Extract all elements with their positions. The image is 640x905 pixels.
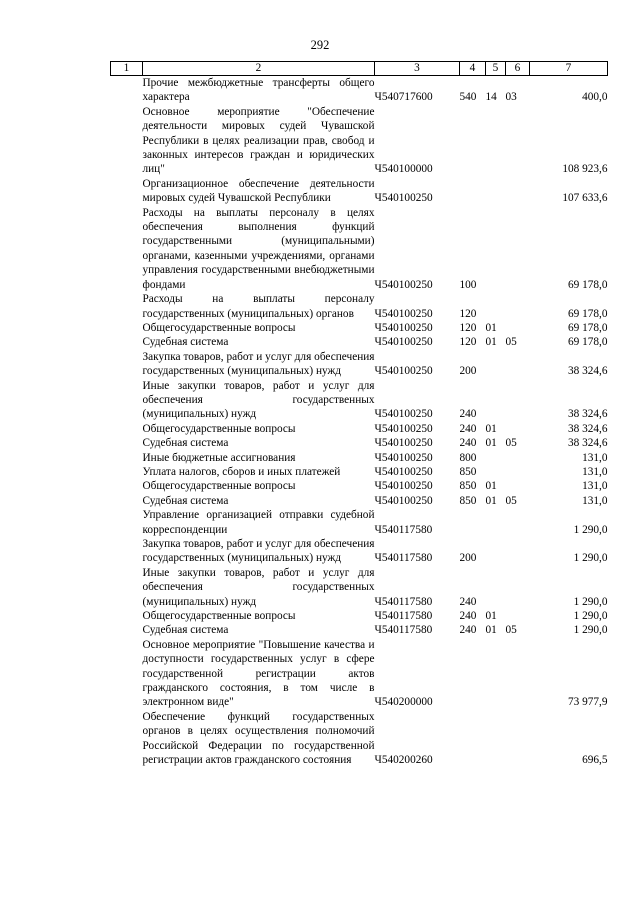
subsection-cell: 05 (505, 494, 517, 507)
section-cell (486, 206, 506, 292)
expense-type-cell: 540 (459, 91, 477, 104)
row-index-cell (111, 623, 143, 637)
item-name-cell: Закупка товаров, работ и услуг для обеспечения государственных (муниципальных) нужд (142, 350, 375, 378)
amount-cell: 1 290,0 (573, 552, 608, 565)
section-cell (486, 638, 506, 710)
target-code-cell: Ч540200260 (374, 754, 433, 767)
target-code-cell: Ч540100250 (374, 408, 433, 421)
row-index-cell (111, 508, 143, 537)
target-code-cell: Ч540100250 (374, 494, 433, 507)
expense-type-cell: 120 (459, 321, 477, 334)
expense-type-cell: 850 (459, 494, 477, 507)
section-cell (486, 105, 506, 177)
target-code-cell: Ч540100250 (374, 480, 433, 493)
section-cell (486, 292, 506, 321)
amount-cell: 400,0 (582, 91, 608, 104)
subsection-cell (506, 609, 530, 623)
page-number: 292 (310, 38, 330, 52)
expense-type-cell: 200 (459, 365, 477, 378)
section-cell: 01 (485, 437, 497, 450)
section-cell (486, 465, 506, 479)
row-index-cell (111, 335, 143, 349)
subsection-cell (506, 451, 530, 465)
item-name-cell: Общегосударственные вопросы (142, 422, 296, 435)
table-row (111, 436, 608, 450)
amount-cell: 1 290,0 (573, 624, 608, 637)
subsection-cell (506, 206, 530, 292)
row-index-cell (111, 350, 143, 379)
target-code-cell: Ч540100250 (374, 365, 433, 378)
subsection-cell (506, 422, 530, 436)
item-name-cell: Общегосударственные вопросы (142, 480, 296, 493)
expense-type-cell: 120 (459, 307, 477, 320)
expense-type-cell: 240 (459, 437, 477, 450)
header-col-4: 4 (460, 62, 486, 76)
header-col-1: 1 (111, 62, 143, 76)
expense-type-cell: 100 (459, 278, 477, 291)
row-index-cell (111, 177, 143, 206)
expense-type-cell: 240 (459, 408, 477, 421)
table-row (111, 76, 608, 105)
section-cell: 01 (485, 480, 497, 493)
item-name-cell: Судебная система (142, 336, 229, 349)
row-index-cell (111, 638, 143, 710)
item-name-cell: Общегосударственные вопросы (142, 610, 296, 623)
table-row (111, 710, 608, 768)
item-name-cell: Расходы на выплаты персоналу государственных (муниципальных) органов (142, 293, 375, 320)
amount-cell: 38 324,6 (567, 422, 608, 435)
table-row (111, 177, 608, 206)
header-col-5: 5 (486, 62, 506, 76)
expense-type-cell (460, 508, 486, 537)
target-code-cell: Ч540100250 (374, 321, 433, 334)
subsection-cell (506, 566, 530, 609)
header-col-3: 3 (375, 62, 460, 76)
section-cell (486, 537, 506, 566)
table-row (111, 451, 608, 465)
section-cell (486, 177, 506, 206)
target-code-cell: Ч540100250 (374, 307, 433, 320)
item-name-cell: Прочие межбюджетные трансферты общего характера (142, 77, 375, 104)
row-index-cell (111, 479, 143, 493)
amount-cell: 131,0 (582, 494, 608, 507)
row-index-cell (111, 609, 143, 623)
table-row (111, 623, 608, 637)
row-index-cell (111, 537, 143, 566)
table-body (111, 76, 608, 768)
table-row (111, 537, 608, 566)
amount-cell: 69 178,0 (567, 278, 608, 291)
target-code-cell: Ч540100250 (374, 192, 433, 205)
table-row (111, 638, 608, 710)
subsection-cell (506, 479, 530, 493)
table-row (111, 335, 608, 349)
row-index-cell (111, 76, 143, 105)
expense-type-cell: 240 (459, 610, 477, 623)
subsection-cell: 03 (505, 91, 517, 104)
table-header-row (111, 62, 608, 76)
row-index-cell (111, 710, 143, 768)
row-index-cell (111, 105, 143, 177)
item-name-cell: Уплата налогов, сборов и иных платежей (142, 465, 341, 478)
row-index-cell (111, 566, 143, 609)
table-row (111, 292, 608, 321)
amount-cell: 131,0 (582, 451, 608, 464)
expense-type-cell (460, 638, 486, 710)
table-row (111, 321, 608, 335)
target-code-cell: Ч540117580 (374, 595, 433, 608)
expense-type-cell: 240 (459, 422, 477, 435)
table-row (111, 566, 608, 609)
table-row (111, 422, 608, 436)
expense-type-cell: 850 (459, 480, 477, 493)
item-name-cell: Управление организацией отправки судебной корреспонденции (142, 509, 375, 536)
target-code-cell: Ч540117580 (374, 610, 433, 623)
row-index-cell (111, 451, 143, 465)
subsection-cell (506, 105, 530, 177)
amount-cell: 73 977,9 (567, 696, 608, 709)
section-cell (486, 379, 506, 422)
section-cell: 01 (485, 321, 497, 334)
row-index-cell (111, 206, 143, 292)
subsection-cell (506, 537, 530, 566)
target-code-cell: Ч540200000 (374, 696, 433, 709)
subsection-cell: 05 (505, 336, 517, 349)
row-index-cell (111, 379, 143, 422)
row-index-cell (111, 465, 143, 479)
expense-type-cell (460, 710, 486, 768)
section-cell: 01 (485, 336, 497, 349)
amount-cell: 69 178,0 (567, 336, 608, 349)
target-code-cell: Ч540100250 (374, 336, 433, 349)
target-code-cell: Ч540117580 (374, 624, 433, 637)
subsection-cell (506, 379, 530, 422)
expense-type-cell (460, 177, 486, 206)
section-cell (486, 508, 506, 537)
item-name-cell: Обеспечение функций государственных органов в целях осуществления полномочий Российской Федерации по государственной регистрации актов гражданского состояния (142, 710, 375, 767)
subsection-cell (506, 710, 530, 768)
row-index-cell (111, 321, 143, 335)
target-code-cell: Ч540117580 (374, 523, 433, 536)
subsection-cell (506, 292, 530, 321)
item-name-cell: Судебная система (142, 494, 229, 507)
item-name-cell: Расходы на выплаты персоналу в целях обеспечения выполнения функций государственными (муниципальными) органами, казенными учреждениями, органами управления государственными внебюджетными фондами (142, 206, 375, 291)
item-name-cell: Судебная система (142, 624, 229, 637)
header-col-6: 6 (506, 62, 530, 76)
amount-cell: 1 290,0 (573, 595, 608, 608)
table-row (111, 508, 608, 537)
target-code-cell: Ч540100250 (374, 451, 433, 464)
subsection-cell (506, 350, 530, 379)
target-code-cell: Ч540100250 (374, 278, 433, 291)
target-code-cell: Ч540717600 (374, 91, 433, 104)
section-cell (486, 710, 506, 768)
table-row (111, 609, 608, 623)
target-code-cell: Ч540100250 (374, 437, 433, 450)
section-cell (486, 451, 506, 465)
section-cell: 01 (485, 422, 497, 435)
section-cell: 01 (485, 624, 497, 637)
header-col-7: 7 (530, 62, 608, 76)
subsection-cell (506, 465, 530, 479)
expense-type-cell: 240 (459, 595, 477, 608)
target-code-cell: Ч540100000 (374, 163, 433, 176)
subsection-cell (506, 321, 530, 335)
section-cell: 01 (485, 494, 497, 507)
table-row (111, 465, 608, 479)
amount-cell: 131,0 (582, 480, 608, 493)
amount-cell: 108 923,6 (562, 163, 608, 176)
row-index-cell (111, 292, 143, 321)
row-index-cell (111, 494, 143, 508)
table-row (111, 379, 608, 422)
item-name-cell: Иные закупки товаров, работ и услуг для обеспечения государственных (муниципальных) нужд (142, 379, 375, 421)
table-row (111, 350, 608, 379)
item-name-cell: Основное мероприятие "Повышение качества и доступности государственных услуг в сфере государственной регистрации актов гражданского состояния, в том числе в электронном виде" (142, 638, 375, 709)
subsection-cell (506, 638, 530, 710)
expense-type-cell: 240 (459, 624, 477, 637)
amount-cell: 69 178,0 (567, 321, 608, 334)
subsection-cell (506, 508, 530, 537)
table-row (111, 494, 608, 508)
row-index-cell (111, 436, 143, 450)
subsection-cell: 05 (505, 437, 517, 450)
table-row (111, 479, 608, 493)
item-name-cell: Организационное обеспечение деятельности мировых судей Чувашской Республики (142, 177, 375, 205)
target-code-cell: Ч540117580 (374, 552, 433, 565)
target-code-cell: Ч540100250 (374, 422, 433, 435)
subsection-cell (506, 177, 530, 206)
amount-cell: 38 324,6 (567, 408, 608, 421)
budget-table (110, 61, 608, 768)
amount-cell: 107 633,6 (562, 192, 608, 205)
row-index-cell (111, 422, 143, 436)
item-name-cell: Иные закупки товаров, работ и услуг для обеспечения государственных (муниципальных) нужд (142, 566, 375, 608)
item-name-cell: Основное мероприятие "Обеспечение деятельности мировых судей Чувашской Республики в целях реализации прав, свобод и законных интересов граждан и юридических лиц" (142, 105, 375, 176)
amount-cell: 1 290,0 (573, 523, 608, 536)
amount-cell: 131,0 (582, 465, 608, 478)
item-name-cell: Судебная система (142, 437, 229, 450)
expense-type-cell: 200 (459, 552, 477, 565)
subsection-cell: 05 (505, 624, 517, 637)
expense-type-cell (460, 105, 486, 177)
item-name-cell: Иные бюджетные ассигнования (142, 451, 296, 464)
section-cell: 01 (485, 610, 497, 623)
amount-cell: 1 290,0 (573, 610, 608, 623)
item-name-cell: Закупка товаров, работ и услуг для обеспечения государственных (муниципальных) нужд (142, 538, 375, 565)
table-row (111, 206, 608, 292)
amount-cell: 38 324,6 (567, 437, 608, 450)
amount-cell: 38 324,6 (567, 365, 608, 378)
section-cell (486, 566, 506, 609)
expense-type-cell: 120 (459, 336, 477, 349)
header-col-2: 2 (143, 62, 375, 76)
section-cell (486, 350, 506, 379)
amount-cell: 69 178,0 (567, 307, 608, 320)
item-name-cell: Общегосударственные вопросы (142, 321, 296, 334)
expense-type-cell: 850 (459, 465, 477, 478)
target-code-cell: Ч540100250 (374, 465, 433, 478)
expense-type-cell: 800 (459, 451, 477, 464)
section-cell: 14 (485, 91, 497, 104)
table-row (111, 105, 608, 177)
amount-cell: 696,5 (582, 754, 608, 767)
